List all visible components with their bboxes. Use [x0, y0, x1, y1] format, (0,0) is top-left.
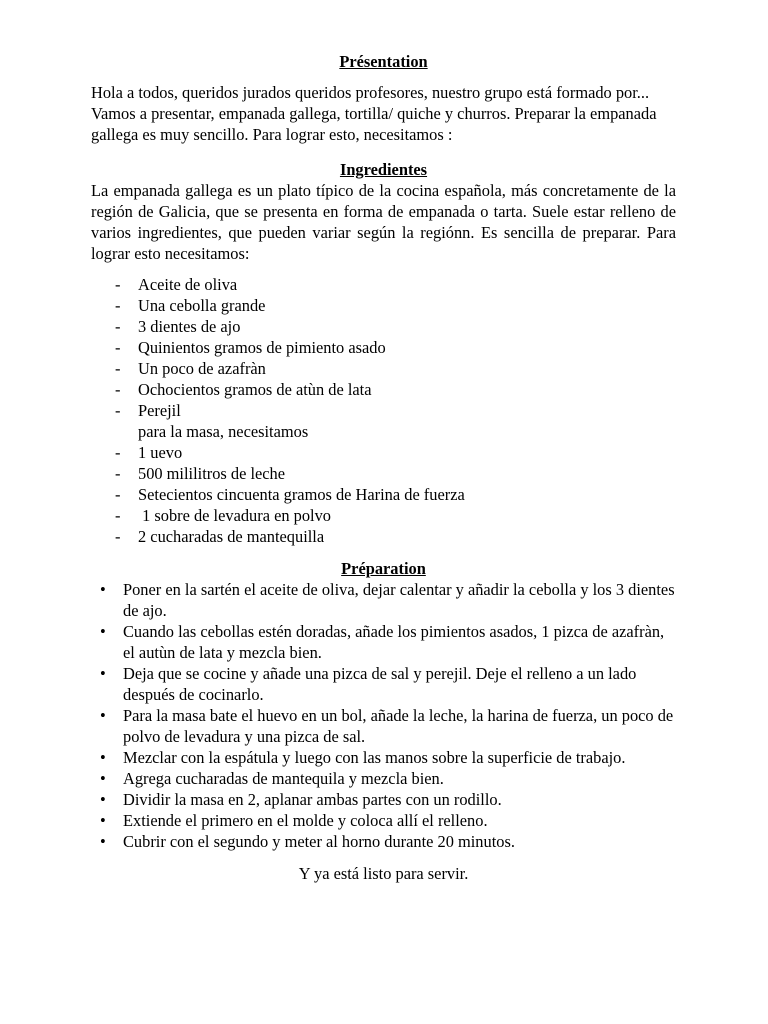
presentation-text: Hola a todos, queridos jurados queridos profesores, nuestro grupo está formado por... Vamos a presentar, empanada gallega, tortilla/ quiche y churros. Preparar la empanada gallega es muy sencillo. Para lograr esto, necesitamos :: [91, 83, 657, 144]
preparation-step: • Poner en la sartén el aceite de oliva, dejar calentar y añadir la cebolla y los 3 dientes de ajo.: [91, 579, 676, 621]
ingredients-list: [91, 274, 676, 547]
ingredients-text: La empanada gallega es un plato típico de la cocina española, más concretamente de la región de Galicia, que se presenta en forma de empanada o tarta. Suele estar relleno de varios ingredientes, que pueden variar según la regiónn. Es sencilla de preparar. Para lograr esto necesitamos:: [91, 181, 676, 263]
dough-item: - 500 mililitros de leche: [91, 463, 676, 484]
ingredient-item: - Aceite de oliva: [91, 274, 676, 295]
closing-text: Y ya está listo para servir.: [298, 864, 469, 883]
preparation-heading: Préparation: [341, 559, 426, 578]
dough-note: para la masa, necesitamos: [138, 422, 309, 441]
ingredients-heading: Ingredientes: [339, 160, 428, 179]
ingredient-item: - Una cebolla grande: [91, 295, 676, 316]
preparation-steps: [91, 579, 676, 852]
presentation-heading: Présentation: [339, 52, 428, 71]
dough-item: - 1 uevo: [91, 442, 676, 463]
ingredient-item: - Perejil: [91, 400, 676, 421]
ingredient-item: - Quinientos gramos de pimiento asado: [91, 337, 676, 358]
dough-item: - 1 sobre de levadura en polvo: [91, 505, 676, 526]
preparation-step: • Mezclar con la espátula y luego con las manos sobre la superficie de trabajo.: [91, 747, 676, 768]
preparation-step: • Dividir la masa en 2, aplanar ambas partes con un rodillo.: [91, 789, 676, 810]
ingredient-item: - 3 dientes de ajo: [91, 316, 676, 337]
preparation-step: • Para la masa bate el huevo en un bol, añade la leche, la harina de fuerza, un poco de polvo de levadura y una pizca de sal.: [91, 705, 676, 747]
preparation-step: • Cubrir con el segundo y meter al horno durante 20 minutos.: [91, 831, 676, 852]
dough-item: - Setecientos cincuenta gramos de Harina de fuerza: [91, 484, 676, 505]
document-page: [91, 51, 676, 884]
preparation-step: • Extiende el primero en el molde y coloca allí el relleno.: [91, 810, 676, 831]
ingredient-item: - Ochocientos gramos de atùn de lata: [91, 379, 676, 400]
dough-item: - 2 cucharadas de mantequilla: [91, 526, 676, 547]
ingredient-item: - Un poco de azafràn: [91, 358, 676, 379]
preparation-step: • Cuando las cebollas estén doradas, añade los pimientos asados, 1 pizca de azafràn, el autùn de lata y mezcla bien.: [91, 621, 676, 663]
preparation-step: • Deja que se cocine y añade una pizca de sal y perejil. Deje el relleno a un lado después de cocinarlo.: [91, 663, 676, 705]
preparation-step: • Agrega cucharadas de mantequila y mezcla bien.: [91, 768, 676, 789]
